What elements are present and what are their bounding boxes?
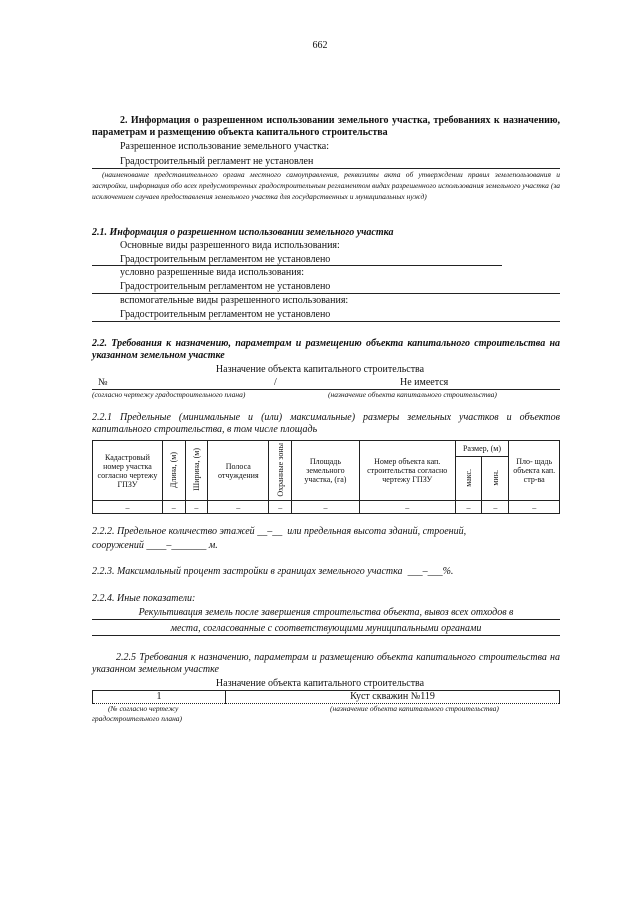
underline — [92, 265, 502, 266]
header-cadastral: Кадастровый номер участка согласно чертежу ГПЗУ — [93, 441, 163, 501]
header-object-num: Номер объекта кап. строительства согласно чертежу ГПЗУ — [359, 441, 455, 501]
section225-purpose-title: Назначение объекта капитального строительства — [215, 678, 425, 689]
table-cell: – — [162, 501, 185, 514]
section224-heading: 2.2.4. Иные показатели: — [92, 593, 196, 604]
table-cell: – — [359, 501, 455, 514]
section223-text: 2.2.3. Максимальный процент застройки в границах земельного участка ___–___%. — [92, 566, 454, 577]
purpose-table — [92, 690, 560, 704]
section222-line1: 2.2.2. Предельное количество этажей __–__ или предельная высота зданий, строений, — [92, 526, 467, 537]
section225-text: 2.2.5 Требования к назначению, параметрам и размещению объекта капитального строительства на указанном земельном участке — [92, 652, 560, 675]
permitted-use-value: Градостроительный регламент не установлен — [120, 156, 314, 167]
section224-line1: Рекультивация земель после завершения строительства объекта, вывоз всех отходов в — [138, 607, 514, 618]
slash: / — [274, 377, 277, 388]
header-max: макс. — [455, 457, 482, 501]
table-cell: – — [292, 501, 360, 514]
purpose-value: Не имеется — [400, 377, 449, 388]
caption-left-1: (№ согласно чертежу — [108, 704, 179, 713]
section222-line2: сооружений ____–_______ м. — [92, 540, 218, 551]
number-sign: № — [98, 377, 108, 388]
table-cell: – — [482, 501, 509, 514]
parameters-table — [92, 440, 560, 514]
underline — [92, 321, 560, 322]
header-area: Площадь земельного участка, (га) — [292, 441, 360, 501]
section224-line2: места, согласованные с соответствующими муниципальными органами — [170, 623, 482, 634]
table-cell: – — [509, 501, 560, 514]
table-cell: – — [93, 501, 163, 514]
section21-heading: 2.1. Информация о разрешенном использовании земельного участка — [92, 227, 394, 238]
conditional-use-value: Градостроительным регламентом не установлено — [120, 281, 331, 292]
section2-heading: 2. Информация о разрешенном использовании земельного участка, требованиях к назначению, параметрам и размещению объекта капитального строительства — [92, 115, 560, 138]
section221-text: 2.2.1 Предельные (минимальные и (или) максимальные) размеры земельных участков и объектов капитального строительства, в том числе площадь — [92, 412, 560, 435]
permitted-use-label: Разрешенное использование земельного участка: — [120, 141, 330, 152]
caption-right: (назначение объекта капитального строительства) — [330, 704, 499, 713]
auxiliary-use-label: вспомогательные виды разрешенного использования: — [120, 295, 349, 306]
auxiliary-use-value: Градостроительным регламентом не установлено — [120, 309, 331, 320]
header-size: Размер, (м) — [455, 441, 509, 457]
conditional-use-label: условно разрешенные вида использования: — [120, 267, 304, 278]
table-cell: – — [269, 501, 292, 514]
object-number: 1 — [93, 691, 226, 704]
section22-heading: 2.2. Требования к назначению, параметрам и размещению объекта капитального строительства на указанном земельном участке — [92, 338, 560, 361]
table-cell: – — [208, 501, 269, 514]
section2-note: (наименование представительного органа местного самоуправления, реквизиты акта об утверждении правил землепользования и застройки, информация обо всех предусмотренных градостроительным регламентом видах разрешенного использования земельного участка (за исключением случаев предоставления земельного участка для государственных и муниципальных нужд) — [92, 170, 560, 201]
header-width: Ширина, (м) — [185, 441, 208, 501]
table-cell: – — [455, 501, 482, 514]
caption-left-2: градостроительного плана) — [92, 714, 183, 723]
caption-left: (согласно чертежу градостроительного плана) — [92, 390, 246, 399]
underline — [92, 619, 560, 620]
underline — [92, 293, 560, 294]
header-protected: Охранные зоны — [269, 441, 292, 501]
caption-right: (назначение объекта капитального строительства) — [328, 390, 497, 399]
main-use-value: Градостроительным регламентом не установлено — [120, 254, 331, 265]
main-use-label: Основные виды разрешенного вида использования: — [120, 240, 340, 251]
underline — [92, 635, 560, 636]
header-length: Длина, (м) — [162, 441, 185, 501]
header-object-area: Пло- щадь объекта кап. стр-ва — [509, 441, 560, 501]
purpose-title: Назначение объекта капитального строительства — [215, 364, 425, 375]
header-min: мин. — [482, 457, 509, 501]
header-strip: Полоса отчуждения — [208, 441, 269, 501]
table-cell: – — [185, 501, 208, 514]
object-purpose: Куст скважин №119 — [226, 691, 560, 704]
page-number: 662 — [312, 40, 328, 51]
